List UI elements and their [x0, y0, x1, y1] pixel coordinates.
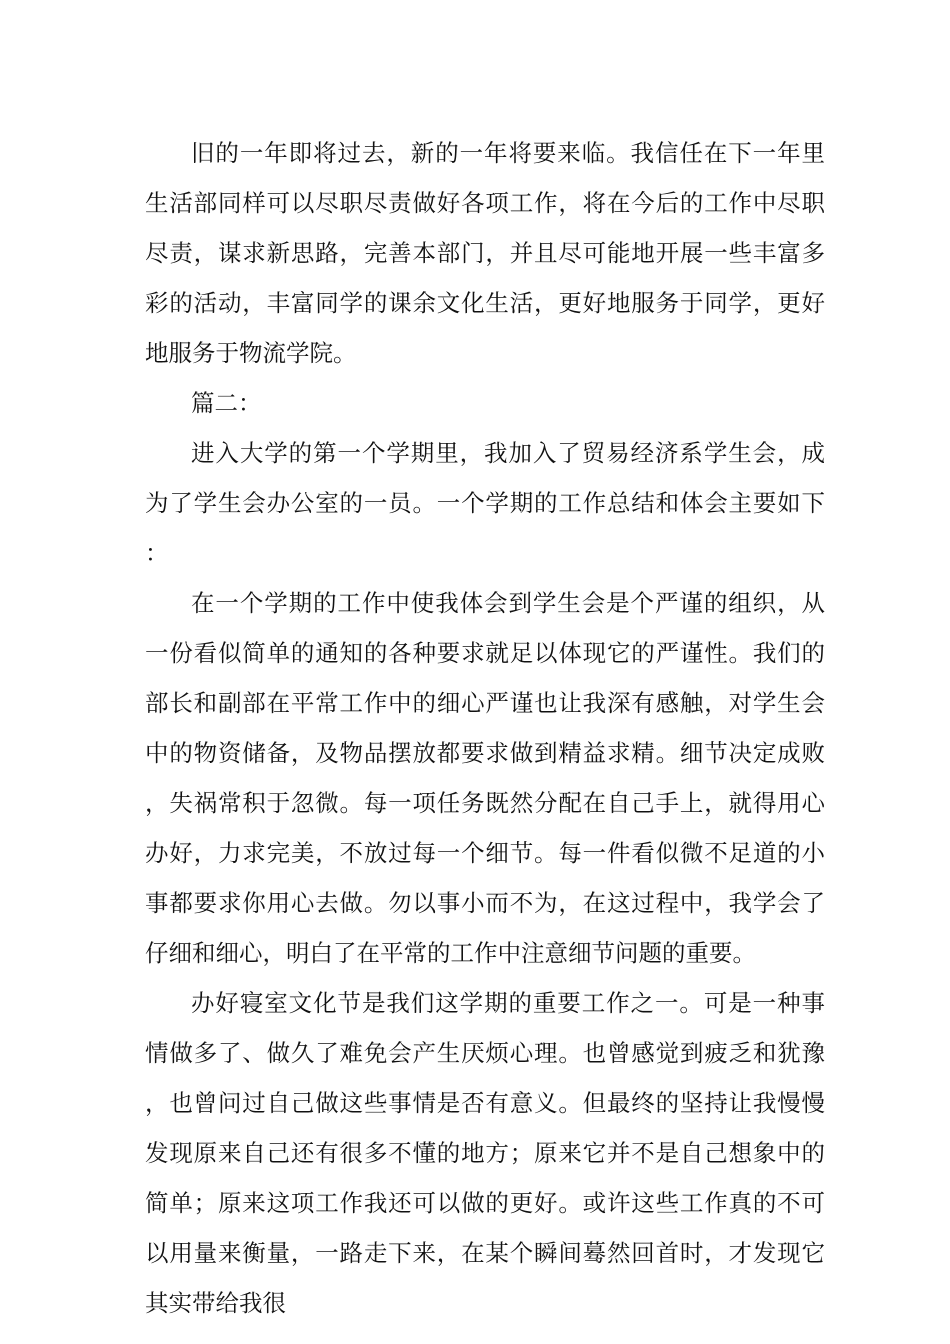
- paragraph-attention-to-detail: 在一个学期的工作中使我体会到学生会是个严谨的组织，从一份看似简单的通知的各种要求就足以体现它的严谨性。我们的部长和副部在平常工作中的细心严谨也让我深有感触，对学生会中的物资储备，及物品摆放都要求做到精益求精。细节决定成败，失祸常积于忽微。每一项任务既然分配在自己手上，就得用心办好，力求完美，不放过每一个细节。每一件看似微不足道的小事都要求你用心去做。勿以事小而不为，在这过程中，我学会了仔细和细心，明白了在平常的工作中注意细节问题的重要。: [145, 589, 825, 967]
- paragraph-closing-summary: 旧的一年即将过去，新的一年将要来临。我信任在下一年里生活部同样可以尽职尽责做好各项工作，将在今后的工作中尽职尽责，谋求新思路，完善本部门，并且尽可能地开展一些丰富多彩的活动，丰富同学的课余文化生活，更好地服务于同学，更好地服务于物流学院。: [145, 139, 825, 367]
- paragraph-intro: 进入大学的第一个学期里，我加入了贸易经济系学生会，成为了学生会办公室的一员。一个学期的工作总结和体会主要如下：: [145, 439, 825, 567]
- section-heading-part-two: 篇二：: [191, 389, 262, 417]
- document-body: [145, 128, 825, 1328]
- paragraph-dorm-culture-festival: 办好寝室文化节是我们这学期的重要工作之一。可是一种事情做多了、做久了难免会产生厌烦心理。也曾感觉到疲乏和犹豫，也曾问过自己做这些事情是否有意义。但最终的坚持让我慢慢发现原来自己还有很多不懂的地方；原来它并不是自己想象中的简单；原来这项工作我还可以做的更好。或许这些工作真的不可以用量来衡量，一路走下来，在某个瞬间蓦然回首时，才发现它其实带给我很: [145, 989, 825, 1317]
